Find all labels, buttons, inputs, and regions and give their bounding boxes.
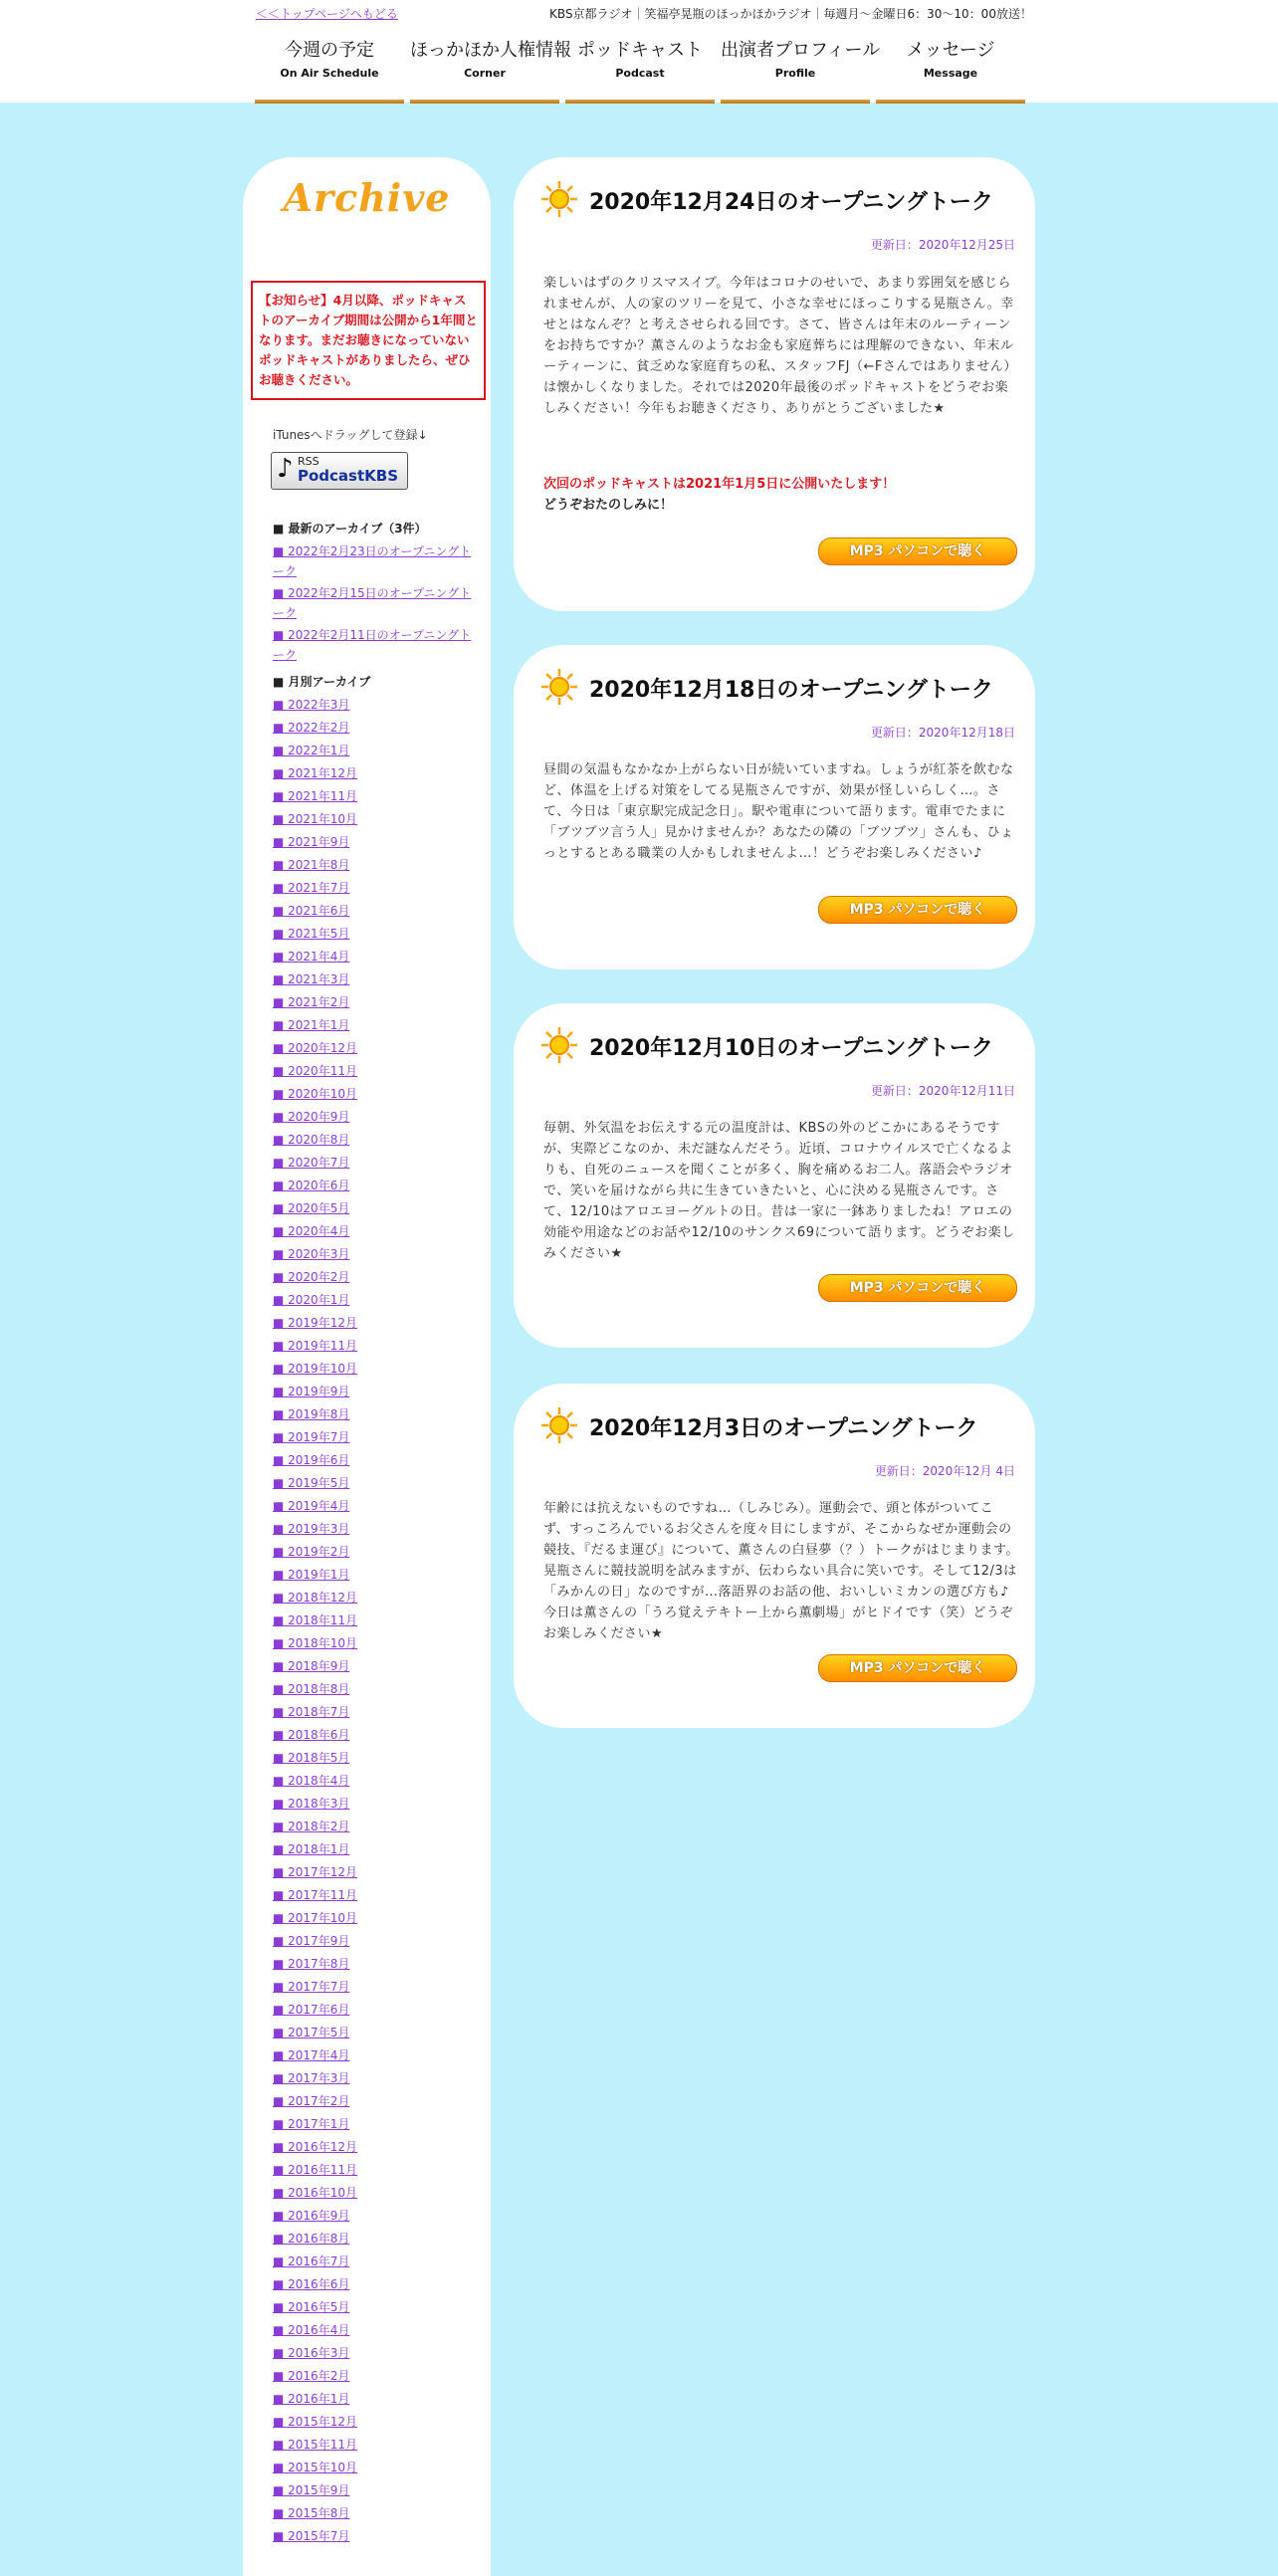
monthly-archive-link[interactable]: ■ 2021年2月: [273, 995, 350, 1009]
monthly-archive-link[interactable]: ■ 2017年7月: [273, 1980, 350, 1994]
monthly-archive-link[interactable]: ■ 2016年7月: [273, 2254, 350, 2268]
mp3-listen-button[interactable]: MP3 パソコンで聴く: [818, 1654, 1017, 1682]
monthly-archive-link[interactable]: ■ 2019年7月: [273, 1430, 350, 1444]
monthly-archive-link[interactable]: ■ 2019年6月: [273, 1453, 350, 1467]
monthly-archive-link[interactable]: ■ 2018年10月: [273, 1636, 357, 1650]
monthly-archive-link[interactable]: ■ 2022年1月: [273, 744, 350, 757]
monthly-archive-link[interactable]: ■ 2019年11月: [273, 1339, 357, 1353]
monthly-archive-link[interactable]: ■ 2021年10月: [273, 812, 357, 826]
latest-archive-list: [273, 541, 472, 667]
monthly-archive-link[interactable]: ■ 2016年4月: [273, 2323, 350, 2337]
mp3-listen-button[interactable]: MP3 パソコンで聴く: [818, 1274, 1017, 1302]
monthly-archive-link[interactable]: ■ 2018年7月: [273, 1705, 350, 1719]
nav-underline: [721, 100, 870, 104]
nav-message[interactable]: [876, 32, 1025, 104]
monthly-archive-link[interactable]: ■ 2015年11月: [273, 2438, 357, 2452]
monthly-archive-link[interactable]: ■ 2018年6月: [273, 1728, 350, 1742]
monthly-archive-link[interactable]: ■ 2016年2月: [273, 2369, 350, 2383]
music-note-icon: ♪: [277, 454, 294, 484]
monthly-archive-link[interactable]: ■ 2022年3月: [273, 698, 350, 712]
monthly-archive-link[interactable]: ■ 2020年1月: [273, 1293, 350, 1307]
post-title: 2020年12月3日のオープニングトーク: [589, 1416, 978, 1441]
post-card: [514, 645, 1035, 969]
monthly-archive-link[interactable]: ■ 2015年9月: [273, 2483, 350, 2497]
monthly-archive-link[interactable]: ■ 2017年9月: [273, 1934, 350, 1948]
nav-sublabel: On Air Schedule: [280, 67, 379, 80]
monthly-archive-link[interactable]: ■ 2018年11月: [273, 1613, 357, 1627]
podcast-rss-button[interactable]: [271, 452, 408, 490]
monthly-archive-link[interactable]: ■ 2019年5月: [273, 1476, 350, 1490]
post-updated-date: 更新日：2020年12月18日: [870, 726, 1015, 740]
rss-label: RSS: [298, 455, 320, 468]
post-title: 2020年12月10日のオープニングトーク: [589, 1036, 993, 1061]
monthly-archive-link[interactable]: ■ 2017年11月: [273, 1888, 357, 1902]
monthly-archive-link[interactable]: ■ 2020年6月: [273, 1179, 350, 1192]
monthly-archive-link[interactable]: ■ 2017年12月: [273, 1865, 357, 1879]
monthly-archive-link[interactable]: ■ 2021年8月: [273, 858, 350, 872]
nav-sublabel: Message: [923, 67, 978, 80]
site-header: [0, 0, 1278, 103]
monthly-archive-link[interactable]: ■ 2019年8月: [273, 1407, 350, 1421]
monthly-archive-link[interactable]: ■ 2015年8月: [273, 2506, 350, 2520]
monthly-archive-link[interactable]: ■ 2021年3月: [273, 972, 350, 986]
monthly-archive-link[interactable]: ■ 2015年7月: [273, 2529, 350, 2543]
back-to-top-link[interactable]: ＜＜トップページへもどる: [256, 7, 398, 21]
monthly-archive-link[interactable]: ■ 2021年1月: [273, 1018, 350, 1032]
monthly-archive-link[interactable]: ■ 2019年10月: [273, 1362, 357, 1376]
post-card: [514, 157, 1035, 611]
post-title: 2020年12月18日のオープニングトーク: [589, 678, 993, 703]
monthly-archive-link[interactable]: ■ 2020年8月: [273, 1133, 350, 1147]
monthly-archive-link[interactable]: ■ 2018年12月: [273, 1591, 357, 1605]
post-body: 楽しいはずのクリスマスイブ。今年はコロナのせいで、あまり雰囲気を感じられませんが、人の家のツリーを見て、小さな幸せにほっこりする晃瓶さん。幸せとはなんぞ？と考えさせられる回です。さて、皆さんは年末のルーティーンをお持ちですか？薫さんのようなお金も家庭葬ちには理解のできない、年末ルーティーンに、貧乏めな家庭育ちの私、スタッフFJ（←Fさんではありません）は懐かしくなりました。それでは2020年最後のポッドキャストをどうぞお楽しみください！今年もお聴きくださり、ありがとうございました★: [543, 276, 1017, 416]
monthly-archive-link[interactable]: ■ 2021年6月: [273, 904, 350, 918]
monthly-archive-link[interactable]: ■ 2017年2月: [273, 2094, 350, 2108]
latest-archive-link[interactable]: ■ 2022年2月23日のオープニングトーク: [273, 544, 472, 578]
nav-underline: [410, 100, 559, 104]
nav-label: ほっかほか人権情報: [410, 40, 571, 61]
monthly-archive-link[interactable]: ■ 2019年1月: [273, 1568, 350, 1582]
latest-archive-heading: ■ 最新のアーカイブ（3件）: [273, 522, 427, 536]
monthly-archive-link[interactable]: ■ 2018年2月: [273, 1820, 350, 1833]
monthly-archive-link[interactable]: ■ 2021年5月: [273, 927, 350, 941]
monthly-archive-link[interactable]: ■ 2018年8月: [273, 1682, 350, 1696]
nav-profile[interactable]: [721, 32, 881, 104]
nav-podcast[interactable]: [565, 32, 715, 104]
post-body: 毎朝、外気温をお伝えする元の温度計は、KBSの外のどこかにあるそうですが、実際どこなのか、未だ謎なんだそう。近頃、コロナウイルスで亡くなるよりも、自死のニュースを聞くことが多く、胸を痛めるお二人。落語会やラジオで、笑いを届けながら共に生きていきたいと、心に決める晃瓶さんです。さて、12/10はアロエヨーグルトの日。昔は一家に一鉢ありましたね！アロエの効能や用途などのお話や12/10のサンクス69について語ります。どうぞお楽しみください★: [543, 1121, 1015, 1261]
nav-sublabel: Podcast: [615, 67, 665, 80]
monthly-archive-link[interactable]: ■ 2018年1月: [273, 1842, 350, 1856]
itunes-instruction: iTunesへドラッグして登録↓: [273, 428, 428, 442]
nav-label: 出演者プロフィール: [721, 40, 881, 61]
monthly-archive-link[interactable]: ■ 2019年4月: [273, 1499, 350, 1513]
monthly-archive-link[interactable]: ■ 2018年9月: [273, 1659, 350, 1673]
monthly-archive-link[interactable]: ■ 2019年2月: [273, 1545, 350, 1559]
nav-underline: [565, 100, 715, 104]
monthly-archive-link[interactable]: ■ 2015年12月: [273, 2415, 357, 2429]
monthly-archive-link[interactable]: ■ 2017年10月: [273, 1911, 357, 1925]
nav-schedule[interactable]: [255, 32, 404, 104]
monthly-archive-link[interactable]: ■ 2021年7月: [273, 881, 350, 895]
monthly-archive-link[interactable]: ■ 2017年1月: [273, 2117, 350, 2131]
next-podcast-notice-sub: どうぞおたのしみに！: [543, 498, 674, 513]
monthly-archive-link[interactable]: ■ 2018年5月: [273, 1751, 350, 1765]
nav-underline: [876, 100, 1025, 104]
main-nav: [255, 32, 1025, 104]
monthly-archive-link[interactable]: ■ 2020年3月: [273, 1247, 350, 1261]
monthly-archive-link[interactable]: ■ 2017年8月: [273, 1957, 350, 1971]
monthly-archive-link[interactable]: ■ 2021年11月: [273, 789, 357, 803]
monthly-archive-link[interactable]: ■ 2016年9月: [273, 2209, 350, 2223]
monthly-archive-link[interactable]: ■ 2016年6月: [273, 2277, 350, 2291]
sun-icon: [539, 1405, 579, 1445]
archive-sidebar: [243, 157, 491, 2576]
mp3-listen-button[interactable]: MP3 パソコンで聴く: [818, 537, 1017, 565]
monthly-archive-link[interactable]: ■ 2017年4月: [273, 2048, 350, 2062]
monthly-archive-link[interactable]: ■ 2022年2月: [273, 721, 350, 735]
monthly-archive-link[interactable]: ■ 2016年10月: [273, 2186, 357, 2200]
sun-icon: [539, 667, 579, 707]
nav-label: ポッドキャスト: [577, 40, 703, 61]
monthly-archive-link[interactable]: ■ 2020年11月: [273, 1064, 357, 1078]
nav-sublabel: Profile: [774, 67, 816, 80]
monthly-archive-link[interactable]: ■ 2020年5月: [273, 1201, 350, 1215]
post-body: 年齢には抗えないものですね…（しみじみ）。運動会で、頭と体がついてこず、すっころんでいるお父さんを度々目にしますが、そこからなぜか運動会の競技、『だるま運び』について、薫さんの白昼夢（？）トークがはじまります。晃瓶さんに競技説明を試みますが、伝わらない具合に笑いです。そして12/3は「みかんの日」なのですが…落語界のお話の他、おいしいミカンの選び方も♪今日は薫さんの「うろ覚えテキトー上から薫劇場」がヒドイです（笑）どうぞお楽しみください★: [543, 1501, 1019, 1641]
podcast-name: PodcastKBS: [298, 467, 399, 485]
monthly-archive-link[interactable]: ■ 2020年9月: [273, 1110, 350, 1124]
post-updated-date: 更新日：2020年12月11日: [870, 1084, 1015, 1098]
nav-corner[interactable]: [410, 32, 571, 104]
archive-logo: Archive: [283, 175, 451, 220]
monthly-archive-link[interactable]: ■ 2016年12月: [273, 2140, 357, 2154]
post-card: [514, 1003, 1035, 1348]
monthly-archive-link[interactable]: ■ 2021年12月: [273, 766, 357, 780]
monthly-archive-link[interactable]: ■ 2020年2月: [273, 1270, 350, 1284]
monthly-archive-link[interactable]: ■ 2018年4月: [273, 1774, 350, 1788]
monthly-archive-link[interactable]: ■ 2019年3月: [273, 1522, 350, 1536]
post-updated-date: 更新日：2020年12月 4日: [874, 1464, 1015, 1478]
monthly-archive-link[interactable]: ■ 2017年6月: [273, 2003, 350, 2017]
monthly-archive-link[interactable]: ■ 2019年12月: [273, 1316, 357, 1330]
latest-archive-link[interactable]: ■ 2022年2月11日のオープニングトーク: [273, 628, 472, 662]
notice-box: 【お知らせ】4月以降、ポッドキャストのアーカイブ期間は公開から1年間となります。まだお聴きになっていないポッドキャストがありましたら、ぜひお聴きください。: [251, 281, 486, 400]
monthly-archive-link[interactable]: ■ 2016年3月: [273, 2346, 350, 2360]
monthly-archive-list: [273, 696, 472, 2550]
monthly-archive-link[interactable]: ■ 2020年7月: [273, 1156, 350, 1170]
monthly-archive-link[interactable]: ■ 2016年11月: [273, 2163, 357, 2177]
mp3-listen-button[interactable]: MP3 パソコンで聴く: [818, 896, 1017, 924]
monthly-archive-link[interactable]: ■ 2016年8月: [273, 2232, 350, 2246]
next-podcast-notice: 次回のポッドキャストは2021年1月5日に公開いたします！: [543, 477, 896, 492]
post-updated-date: 更新日：2020年12月25日: [870, 238, 1015, 252]
latest-archive-link[interactable]: ■ 2022年2月15日のオープニングトーク: [273, 586, 472, 620]
site-tagline: KBS京都ラジオ｜笑福亭晃瓶のほっかほかラジオ｜毎週月～金曜日6：30～10：00放送！: [549, 7, 1032, 21]
sun-icon: [539, 1025, 579, 1065]
monthly-archive-link[interactable]: ■ 2016年5月: [273, 2300, 350, 2314]
monthly-archive-link[interactable]: ■ 2017年3月: [273, 2071, 350, 2085]
monthly-archive-link[interactable]: ■ 2018年3月: [273, 1797, 350, 1811]
monthly-archive-link[interactable]: ■ 2020年12月: [273, 1041, 357, 1055]
monthly-archive-link[interactable]: ■ 2021年4月: [273, 950, 350, 964]
nav-label: メッセージ: [906, 40, 995, 61]
monthly-archive-heading: ■ 月別アーカイブ: [273, 675, 371, 689]
monthly-archive-link[interactable]: ■ 2017年5月: [273, 2026, 350, 2039]
monthly-archive-link[interactable]: ■ 2020年10月: [273, 1087, 357, 1101]
monthly-archive-link[interactable]: ■ 2015年10月: [273, 2461, 357, 2474]
post-card: [514, 1384, 1035, 1728]
nav-underline: [255, 100, 404, 104]
monthly-archive-link[interactable]: ■ 2019年9月: [273, 1385, 350, 1398]
nav-sublabel: Corner: [464, 67, 506, 80]
monthly-archive-link[interactable]: ■ 2020年4月: [273, 1224, 350, 1238]
nav-label: 今週の予定: [285, 40, 374, 61]
monthly-archive-link[interactable]: ■ 2021年9月: [273, 835, 350, 849]
post-body: 昼間の気温もなかなか上がらない日が続いていますね。しょうが紅茶を飲むなど、体温を上げる対策をしてる晃瓶さんですが、効果が怪しいらしく…。さて、今日は「東京駅完成記念日」。駅や電車について語ります。電車でたまに「ブツブツ言う人」見かけませんか？あなたの隣の「ブツブツ」さんも、ひょっとするとある職業の人かもしれませんよ…！どうぞお楽しみください♪: [543, 762, 1014, 861]
sun-icon: [539, 179, 579, 219]
post-title: 2020年12月24日のオープニングトーク: [589, 190, 993, 215]
monthly-archive-link[interactable]: ■ 2016年1月: [273, 2392, 350, 2406]
